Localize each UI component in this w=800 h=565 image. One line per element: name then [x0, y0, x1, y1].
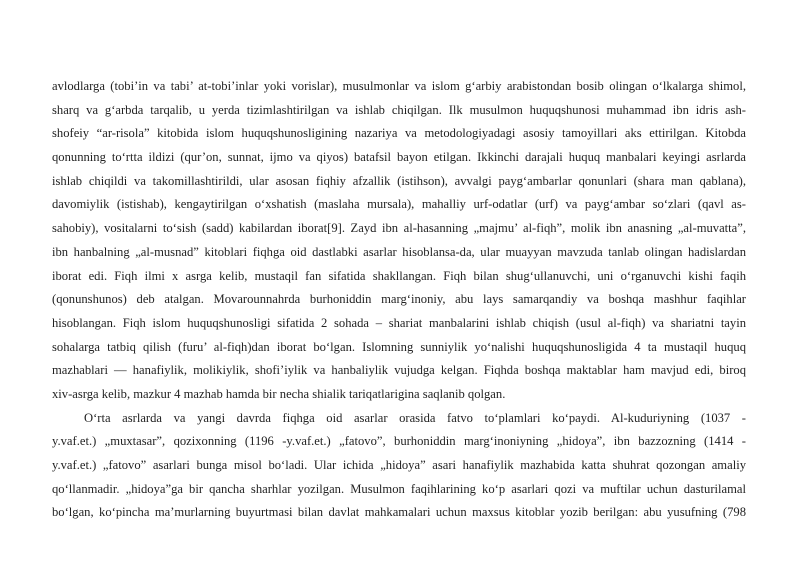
text-line: sohalarga tatbiq qilish (furu’ al-fiqh)dan iborat bo‘lgan. Islomning sunniylik yo‘nalishi huquqshunosligida 4 ta mustaqil huquq [52, 339, 746, 354]
text-line: sharq va g‘arbda tarqalib, u yerda tizimlashtirilgan va ishlab chiqilgan. Ilk musulmon huquqshunosi muhammad ibn idris ash- [52, 102, 746, 117]
text-line: mazhablari — hanafiylik, molikiylik, shofi’iylik va hanbaliylik vujudga kelgan. Fiqhda boshqa maktablar ham mavjud edi, biroq [52, 363, 746, 378]
text-line: y.vaf.et.) „fatovo” asarlari bunga misol bo‘ladi. Ular ichida „hidoya” asari hanafiylik mazhabida katta shuhrat qozongan amaliy [52, 458, 746, 472]
text-line: y.vaf.et.) „muxtasar”, qozixonning (1196 -y.vaf.et.) „fatovo”, burhoniddin marg‘inoniyning „hidoya”, ibn bazzozning (1414 - [52, 434, 746, 449]
text-line: O‘rta asrlarda va yangi davrda fiqhga oid asarlar orasida fatvo to‘plamlari ko‘paydi. Al-kuduriyning (1037 - [84, 410, 746, 425]
text-line: bo‘lgan, ko‘pincha ma’murlarning buyurtmasi bilan davlat mahkamalari uchun maxsus kitoblar yozib berilgan: abu yusufning (798 [52, 505, 746, 520]
text-line: iborat edi. Fiqh ilmi x asrga kelib, mustaqil fan sifatida shakllangan. Fiqh bilan shug‘ullanuvchi, uni o‘rganuvchi kishi faqih [52, 268, 746, 283]
text-line: sahobiy), vositalarni to‘sish (sadd) kabilardan iborat[9]. Zayd ibn al-hasanning „majmu’ al-fiqh”, molik ibn anasning „al-muvatta”, [52, 221, 746, 236]
body-text [52, 75, 746, 525]
text-line: qo‘llanmadir. „hidoya”ga bir qancha sharhlar yozilgan. Musulmon faqihlarining ko‘p asarlari qozi va muftilar uchun dasturilamal [52, 481, 746, 496]
paragraph-1 [52, 75, 746, 407]
text-line: qonunning to‘rtta ildizi (qur’on, sunnat, ijmo va qiyos) batafsil bayon etilgan. Ikkinchi darajali huquq manbalari keyingi asrlarda [52, 150, 746, 165]
text-line: ishlab chiqildi va takomillashtirildi, ular asosan fiqhiy afzallik (istihson), avvalgi payg‘ambarlar qonunlari (shara man qablana), [52, 173, 746, 188]
paragraph-2 [52, 407, 746, 525]
text-line: ibn hanbalning „al-musnad” kitoblari fiqhga oid dastlabki asarlar hisoblansa-da, ular muayyan mavzuda tanlab olingan hadislardan [52, 244, 746, 259]
text-line: hisoblangan. Fiqh islom huquqshunosligi sifatida 2 sohada – shariat manbalarini ishlab chiqish (usul al-fiqh) va shariatni tayin [52, 315, 746, 330]
text-line: davomiylik (istishab), kengaytirilgan o‘xshatish (maslaha mursala), mahalliy urf-odatlar (urf) va payg‘ambar so‘zlari (qavl as- [52, 197, 746, 212]
text-line: avlodlarga (tobi’in va tabi’ at-tobi’inlar yoki vorislar), musulmonlar va islom g‘arbiy arabistondan bosib olingan o‘lkalarga shimol, [52, 79, 746, 93]
text-line: (qonunshunos) deb atalgan. Movarounnahrda burhoniddin marg‘inoniy, abu lays samarqandiy va boshqa mashhur faqihlar [52, 292, 746, 307]
text-line: shofeiy “ar-risola” kitobida islom huquqshunosligining nazariya va metodologiyadagi asosiy tamoyillari aks ettirilgan. Kitobda [52, 126, 746, 141]
text-line: xiv-asrga kelib, mazkur 4 mazhab hamda bir necha shialik tariqatlarigina saqlanib qolgan. [52, 386, 506, 401]
